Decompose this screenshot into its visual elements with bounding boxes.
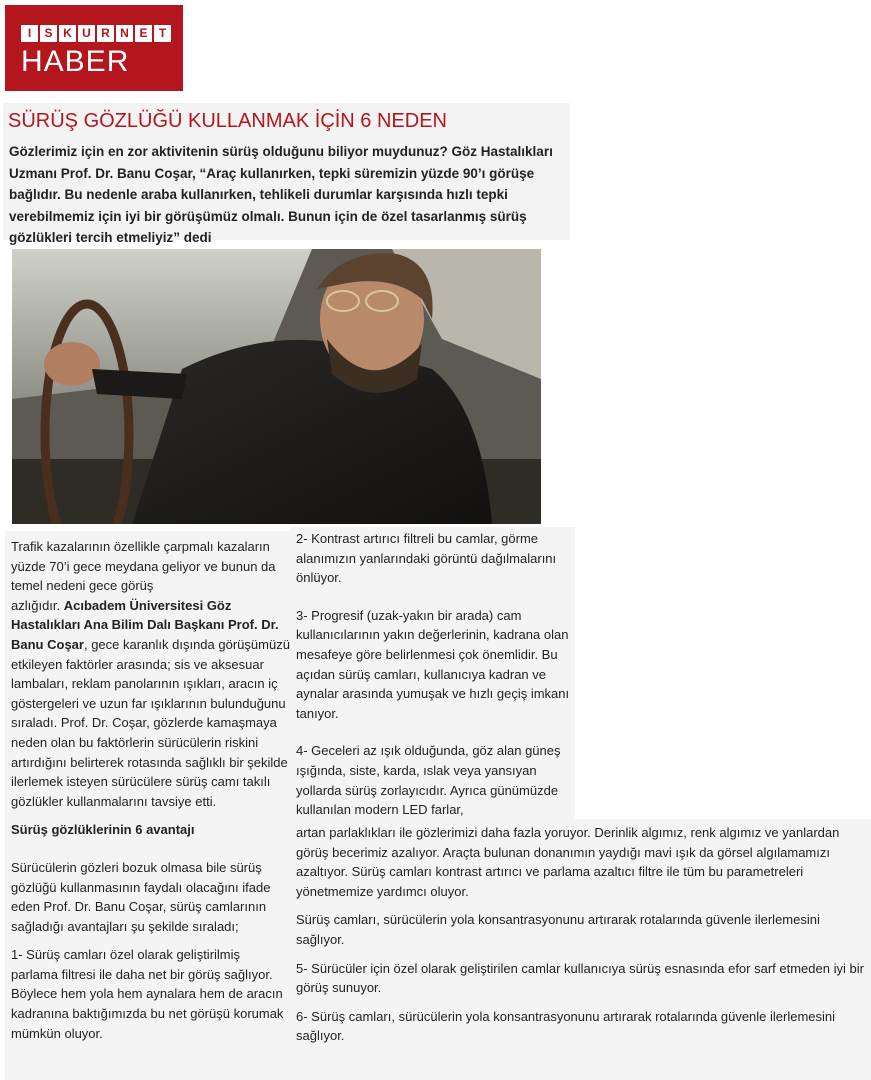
paragraph: artan parlaklıkları ile gözlerimizi daha fazla yoruyor. Derinlik algımız, renk algımız ve yanlardan görüş becerimiz azalıyor. Araçta bulunan donanımın yaydığı mavi ışık da görsel algılamamızı azaltıyor. Sürüş camları kontrast artırıcı ve parlama azaltıcı filtre ile tüm bu parametreleri yönetmemize yardımcı oluyor. [296, 825, 840, 899]
driver-photo-illustration [12, 249, 541, 524]
article-photo [12, 249, 541, 524]
article-column-left [5, 531, 290, 1080]
site-logo[interactable] [5, 5, 183, 91]
logo-letter: S [40, 25, 57, 42]
logo-letter: R [97, 25, 114, 42]
article-title: SÜRÜŞ GÖZLÜĞÜ KULLANMAK İÇİN 6 NEDEN [8, 110, 447, 132]
paragraph: 3- Progresif (uzak-yakın bir arada) cam kullanıcılarının yakın değerlerinin, kadrana olan mesafeye göre belirlenmesi çok önemlidir. Bu açıdan sürüş camları, kullanıcıya kadran ve aynalar arasında yumuşak ve hızlı geçiş imkanı tanıyor. [296, 607, 570, 721]
paragraph: 6- Sürüş camları, sürücülerin yola konsantrasyonunu artırarak rotalarında güvenle ilerlemesini sağlıyor. [296, 1008, 836, 1044]
paragraph: Sürüş camları, sürücülerin yola konsantrasyonunu artırarak rotalarında güvenle ilerlemesini sağlıyor. [296, 912, 820, 947]
logo-wordmark [21, 25, 171, 42]
paragraph: 5- Sürücüler için özel olarak geliştirilen camlar kullanıcıya sürüş esnasında efor sarf etmeden iyi bir görüş sunuyor. [296, 960, 864, 996]
paragraph: 1- Sürüş camları özel olarak geliştirilmiş parlama filtresi ile daha net bir görüş sağlıyor. Böylece hem yola hem aynalara hem de aracın kadranına baktığımızda bu net görüşü korumak mümkün oluyor. [11, 947, 284, 1041]
logo-letter: N [116, 25, 133, 42]
article-lead: Gözlerimiz için en zor aktivitenin sürüş olduğunu biliyor muydunuz? Göz Hastalıkları Uzmanı Prof. Dr. Banu Coşar, “Araç kullanırken, tepki süremizin yüzde 90’ı görüşe bağlıdır. Bu nedenle araba kullanırken, tehlikeli durumlar karşısında hızlı tepki verebilmemiz için iyi bir görüşümüz olmalı. Bunun için de özel tasarlanmış sürüş gözlükleri tercih etmeliyiz” dedi [9, 144, 553, 245]
paragraph: Trafik kazalarının özellikle çarpmalı kazaların yüzde 70’i gece meydana geliyor ve bunun da temel nedeni gece görüş azlığıdır. Acıbadem Üniversitesi Göz Hastalıkları Ana Bilim Dalı Başkanı Prof. Dr. Banu Coşar, gece karanlık dışında görüşümüzü etkileyen faktörler arasında; sis ve aksesuar lambaları, reklam panolarının ışıkları, aracın iç göstergeleri ve uzun far ışıklarının bulunduğunu sıraladı. Prof. Dr. Coşar, gözlerde kamaşmaya neden olan bu faktörlerin sürücülerin riskini artırdığını belirterek rotasında sağlıklı bir şekilde ilerlemek isteyen sürücülere sürüş camı takılı gözlükler kullanmalarını tavsiye etti. [11, 539, 290, 809]
paragraph: 4- Geceleri az ışık olduğunda, göz alan güneş ışığında, siste, karda, ıslak veya yansıyan yollarda sürüş zorlayıcıdır. Ayrıca günümüzde kullanılan modern LED farlar, [296, 743, 561, 818]
article-column-right [290, 527, 575, 819]
article-column-wide [290, 819, 871, 1080]
highlighted-name: Acıbadem Üniversitesi Göz Hastalıkları Ana Bilim Dalı Başkanı Prof. Dr. Banu Coşar [11, 597, 279, 652]
logo-subtitle: HABER [21, 45, 130, 78]
paragraph: 2- Kontrast artırıcı filtreli bu camlar, görme alanımızın yanlarındaki görüntü dağılmalarını önlüyor. [296, 531, 557, 586]
logo-letter: I [21, 25, 38, 42]
section-subheading: Sürüş gözlüklerinin 6 avantajı [11, 822, 195, 838]
logo-letter: K [59, 25, 76, 42]
logo-letter: E [135, 25, 152, 42]
paragraph: Sürücülerin gözleri bozuk olmasa bile sürüş gözlüğü kullanmasının faydalı olacağını ifade eden Prof. Dr. Banu Coşar, sürüş camlarının sağladığı avantajları şu şekilde sıraladı; [11, 859, 271, 934]
logo-letter: T [154, 25, 171, 42]
logo-letter: U [78, 25, 95, 42]
